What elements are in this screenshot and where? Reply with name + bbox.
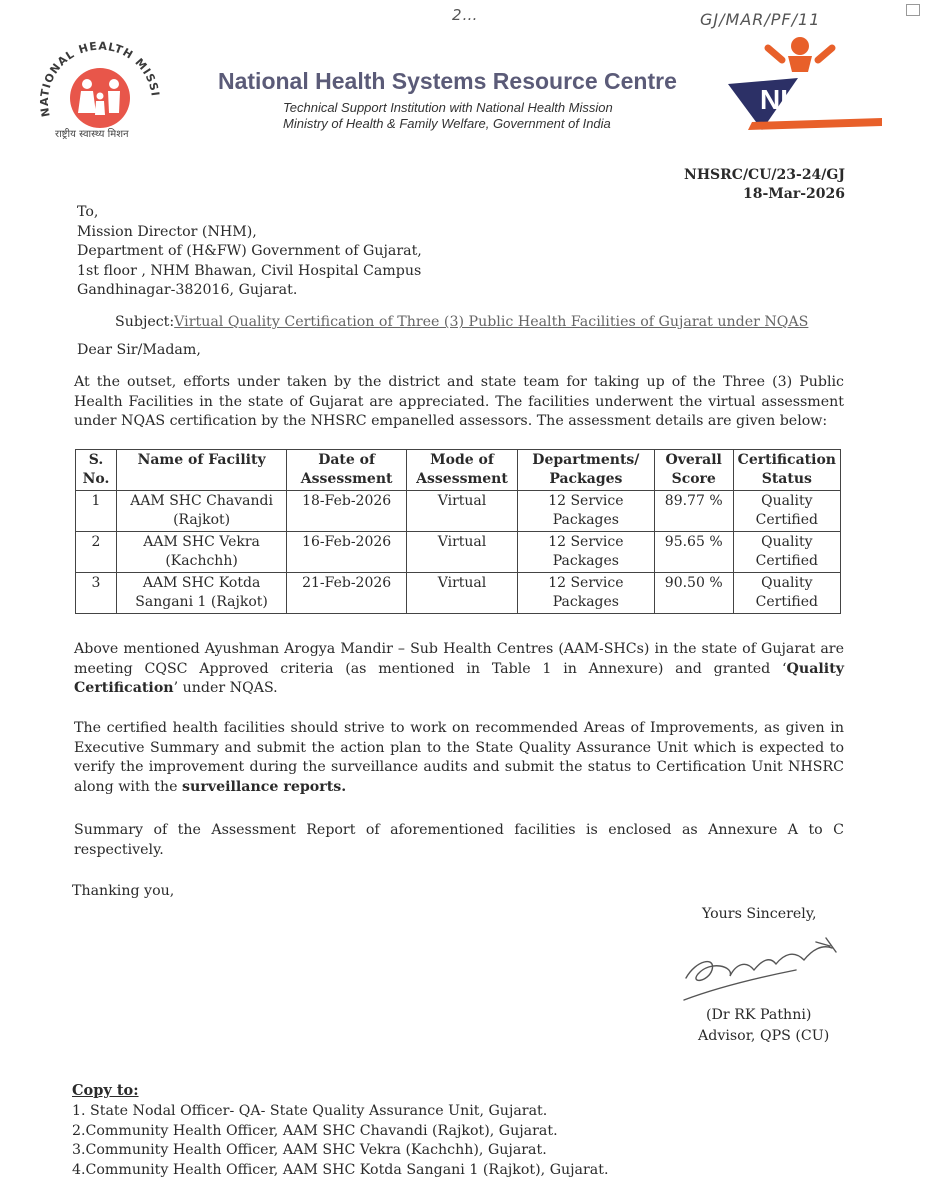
- address-to: To,: [77, 204, 99, 220]
- table-cell: Quality Certified: [733, 532, 840, 573]
- table-row: [76, 491, 841, 532]
- signatory-title: Advisor, QPS (CU): [698, 1028, 830, 1044]
- table-row: [76, 532, 841, 573]
- reference-number: NHSRC/CU/23-24/GJ: [684, 167, 845, 183]
- signatory-name: (Dr RK Pathni): [706, 1007, 812, 1023]
- table-cell: Virtual: [407, 573, 518, 614]
- org-tagline-1: Technical Support Institution with National Health Mission: [283, 100, 613, 115]
- paragraph-text: The certified health facilities should strive to work on recommended Areas of Improvements, as given in Executive Summary and submit the action plan to the State Quality Assurance Unit which is expected to verify the improvement during the surveillance audits and submit the status to Certification Unit NHSRC along with the: [74, 720, 844, 795]
- paragraph-bold: Quality Certification: [74, 660, 844, 696]
- table-cell: 21-Feb-2026: [287, 573, 407, 614]
- table-cell: AAM SHC Kotda Sangani 1 (Rajkot): [116, 573, 286, 614]
- copy-to-heading: Copy to:: [72, 1082, 139, 1099]
- improvement-paragraph: [74, 719, 844, 797]
- table-header: Certification Status: [733, 450, 840, 491]
- list-item: 3.Community Health Officer, AAM SHC Vekra (Kachchh), Gujarat.: [72, 1142, 547, 1158]
- table-header: Departments/ Packages: [517, 450, 654, 491]
- nhm-logo-ring-text: NATIONAL HEALTH MISSI: [37, 39, 162, 118]
- table-cell: 12 Service Packages: [517, 573, 654, 614]
- address-line: Department of (H&FW) Government of Gujarat,: [77, 243, 422, 259]
- paragraph-bold: surveillance reports.: [182, 778, 347, 795]
- table-cell: Virtual: [407, 532, 518, 573]
- nhsrc-logo: [722, 34, 892, 134]
- closing: Thanking you,: [72, 883, 175, 899]
- table-cell: AAM SHC Vekra (Kachchh): [116, 532, 286, 573]
- table-cell: 12 Service Packages: [517, 491, 654, 532]
- table-cell: 89.77 %: [654, 491, 733, 532]
- address-line: Mission Director (NHM),: [77, 223, 257, 240]
- table-row: [76, 573, 841, 614]
- table-cell: 3: [76, 573, 117, 614]
- address-block: [77, 203, 422, 301]
- table-cell: Quality Certified: [733, 573, 840, 614]
- table-cell: 12 Service Packages: [517, 532, 654, 573]
- table-cell: Quality Certified: [733, 491, 840, 532]
- nhsrc-logo-text: NHSRC: [760, 84, 860, 115]
- table-cell: Virtual: [407, 491, 518, 532]
- handwritten-file-number: GJ/MAR/PF/11: [700, 10, 821, 29]
- nhm-hindi-text: राष्ट्रीय स्वास्थ्य मिशन: [55, 129, 129, 140]
- intro-paragraph: At the outset, efforts under taken by the district and state team for taking up of the Three (3) Public Health Facilities in the state of Gujarat are appreciated. The facilities underwent the virtual assessment under NQAS certification by the NHSRC empanelled assessors. The assessment details are given below:: [74, 374, 844, 429]
- scan-corner-mark: [906, 4, 920, 16]
- table-header: Mode of Assessment: [407, 450, 518, 491]
- table-header: Date of Assessment: [287, 450, 407, 491]
- address-line: 1st floor , NHM Bhawan, Civil Hospital Campus: [77, 262, 422, 279]
- table-header-row: [76, 450, 841, 491]
- address-line: Gandhinagar-382016, Gujarat.: [77, 282, 298, 298]
- paragraph-text: Above mentioned Ayushman Arogya Mandir – Sub Health Centres (AAM-SHCs) in the state of Gujarat are meeting CQSC Approved criteria (as mentioned in Table 1 in Annexure) and granted ‘: [74, 641, 844, 677]
- table-cell: 1: [76, 491, 117, 532]
- list-item: 1. State Nodal Officer- QA- State Quality Assurance Unit, Gujarat.: [72, 1103, 548, 1119]
- reference-date: 18-Mar-2026: [742, 186, 845, 202]
- list-item: 2.Community Health Officer, AAM SHC Chavandi (Rajkot), Gujarat.: [72, 1122, 558, 1139]
- copy-to-list: [72, 1102, 608, 1180]
- handwritten-note-top: 2…: [452, 6, 479, 24]
- org-tagline-2: Ministry of Health & Family Welfare, Government of India: [283, 116, 611, 131]
- subject-text: Virtual Quality Certification of Three (3) Public Health Facilities of Gujarat under NQAS: [174, 314, 809, 330]
- certification-paragraph: [74, 640, 844, 699]
- table-header: Name of Facility: [116, 450, 286, 491]
- paragraph-text: ’ under NQAS.: [173, 680, 278, 696]
- table-header: Overall Score: [654, 450, 733, 491]
- table-cell: 2: [76, 532, 117, 573]
- table-cell: 90.50 %: [654, 573, 733, 614]
- list-item: 4.Community Health Officer, AAM SHC Kotda Sangani 1 (Rajkot), Gujarat.: [72, 1161, 609, 1178]
- yours-sincerely: Yours Sincerely,: [702, 906, 817, 922]
- table-cell: 16-Feb-2026: [287, 532, 407, 573]
- signature: [676, 930, 846, 1005]
- salutation: Dear Sir/Madam,: [77, 342, 201, 358]
- table-header: S. No.: [76, 450, 117, 491]
- table-cell: 95.65 %: [654, 532, 733, 573]
- table-cell: 18-Feb-2026: [287, 491, 407, 532]
- subject-line: [115, 313, 808, 333]
- reference-block: [684, 166, 845, 204]
- assessment-table: [75, 449, 841, 614]
- table-cell: AAM SHC Chavandi (Rajkot): [116, 491, 286, 532]
- org-name: National Health Systems Resource Centre: [218, 68, 677, 94]
- subject-label: Subject:: [115, 314, 175, 330]
- summary-paragraph: Summary of the Assessment Report of aforementioned facilities is enclosed as Annexure A to C respectively.: [74, 822, 844, 858]
